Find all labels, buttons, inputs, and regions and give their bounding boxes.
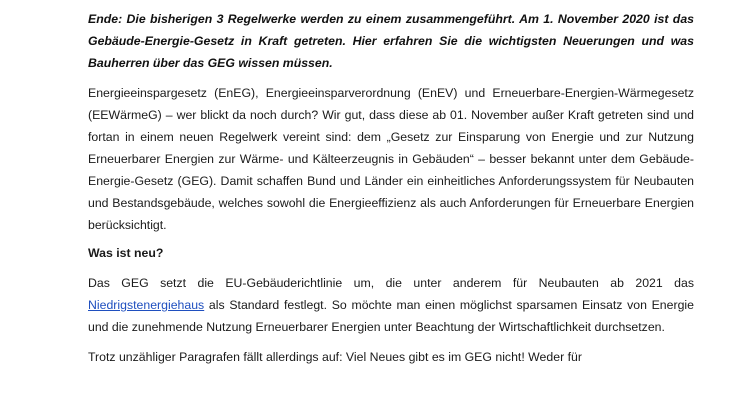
section-heading-whats-new: Was ist neu? — [88, 246, 164, 260]
lead-paragraph: Ende: Die bisherigen 3 Regelwerke werden zu einem zusammengeführt. Am 1. November 2020 ist das Gebäude-Energie-Gesetz in Kraft getreten. Hier erfahren Sie die wichtigsten Neuerungen und was Bauherren über das GEG wissen müssen. — [88, 12, 694, 70]
niedrigstenergiehaus-link[interactable]: Niedrigstenergiehaus — [88, 298, 205, 312]
paragraph-regulations: Energieeinspargesetz (EnEG), Energieeinsparverordnung (EnEV) und Erneuerbare-Energien-Wärmegesetz (EEWärmeG) – wer blickt da noch durch? Wir gut, dass diese ab 01. November außer Kraft getreten sind und fortan in einem neuen Regelwerk vereint sind: dem „Gesetz zur Einsparung von Energie und zur Nutzung Erneuerbarer Energien zur Wärme- und Kälteerzeugnis in Gebäuden“ – besser bekannt unter dem Gebäude-Energie-Gesetz (GEG). Damit schaffen Bund und Länder ein einheitliches Anforderungssystem für Neubauten und Bestandsgebäude, welches sowohl die Energieeffizienz als auch Anforderungen für Erneuerbare Energien berücksichtigt. — [88, 86, 694, 232]
paragraph-text-before-link: Das GEG setzt die EU-Gebäuderichtlinie um, die unter anderem für Neubauten ab 2021 das — [88, 276, 694, 290]
paragraph-paragraphs-note: Trotz unzähliger Paragrafen fällt allerdings auf: Viel Neues gibt es im GEG nicht! Weder für — [88, 350, 582, 364]
paragraph-text-after-link: als Standard festlegt. So möchte man einen möglichst sparsamen Einsatz von Energie und die zunehmende Nutzung Erneuerbarer Energien unter Beachtung der Wirtschaftlichkeit durchsetzen. — [88, 298, 694, 334]
document-page — [88, 0, 694, 368]
paragraph-eu-directive — [88, 272, 694, 338]
